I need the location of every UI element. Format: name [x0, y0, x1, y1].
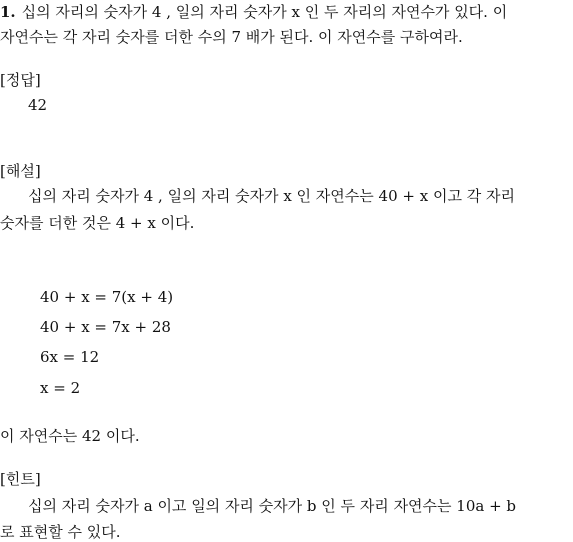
problem-text-1: 십의 자리의 숫자가 4 , 일의 자리 숫자가 x 인 두 자리의 자연수가 있다. 이 [21, 3, 508, 21]
equation-4: x = 2 [40, 379, 81, 397]
hint-line-2: 로 표현할 수 있다. [0, 523, 121, 541]
solution-conclusion: 이 자연수는 42 이다. [0, 427, 140, 445]
hint-line-1: 십의 자리 숫자가 a 이고 일의 자리 숫자가 b 인 두 자리 자연수는 10a + b [28, 497, 517, 515]
answer-header: [정답] [0, 71, 41, 89]
solution-line-1: 십의 자리 숫자가 4 , 일의 자리 숫자가 x 인 자연수는 40 + x 이고 각 자리 [28, 187, 515, 205]
equation-3: 6x = 12 [40, 348, 100, 366]
problem-line-1 [0, 2, 507, 22]
problem-line-2: 자연수는 각 자리 숫자를 더한 수의 7 배가 된다. 이 자연수를 구하여라. [0, 28, 463, 46]
answer-value: 42 [28, 96, 48, 114]
solution-header: [해설] [0, 162, 41, 180]
equation-1: 40 + x = 7(x + 4) [40, 288, 174, 306]
solution-line-2: 숫자를 더한 것은 4 + x 이다. [0, 214, 195, 232]
hint-header: [힌트] [0, 470, 41, 488]
equation-2: 40 + x = 7x + 28 [40, 318, 171, 336]
problem-number: 1. [0, 3, 16, 21]
